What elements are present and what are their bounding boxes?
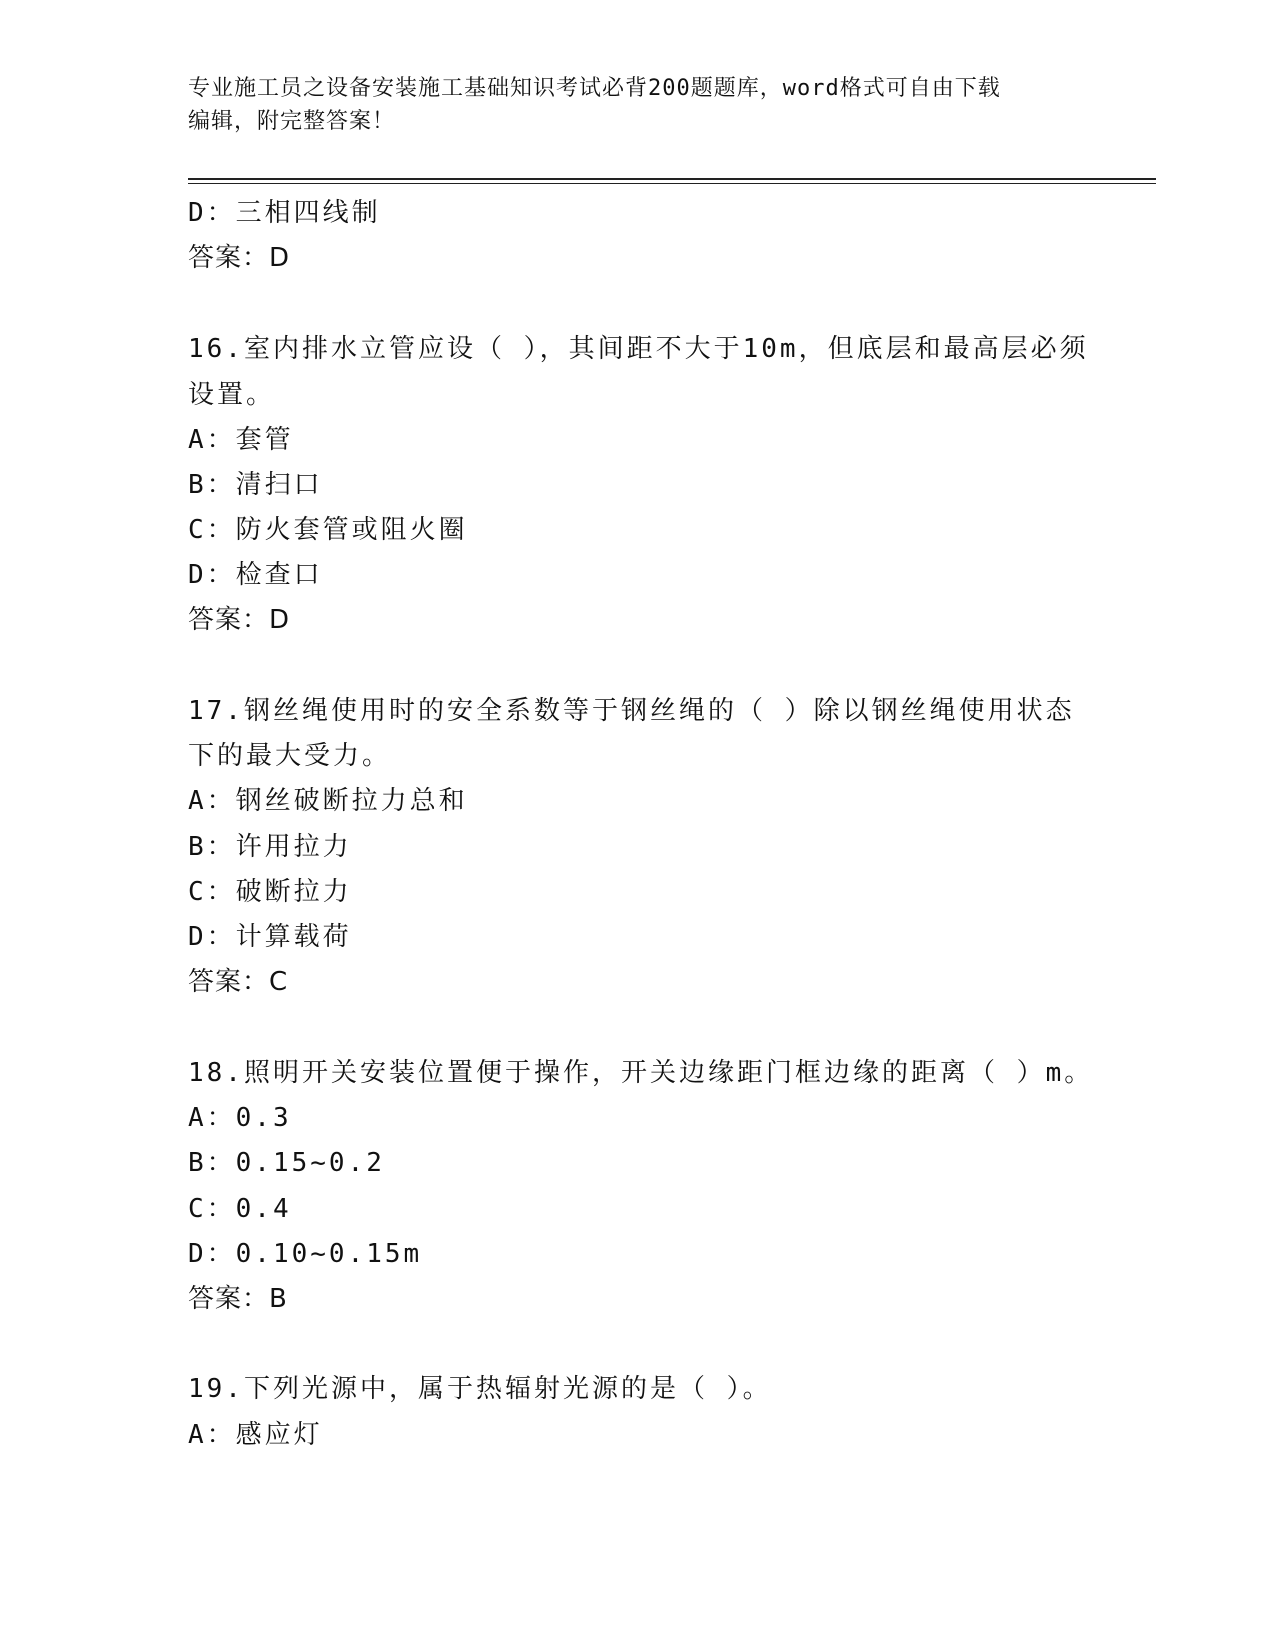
q15-answer: 答案：D bbox=[188, 243, 291, 273]
q18-answer: 答案：B bbox=[188, 1284, 288, 1314]
header-title-line-1: 专业施工员之设备安装施工基础知识考试必背200题题库，word格式可自由下载 bbox=[188, 76, 1001, 101]
q16-stem-line-2: 设置。 bbox=[188, 380, 276, 410]
q19-stem-line-1: 19.下列光源中，属于热辐射光源的是（ ）。 bbox=[188, 1374, 772, 1404]
q16-answer: 答案：D bbox=[188, 605, 291, 635]
q17-option-a: A：钢丝破断拉力总和 bbox=[188, 786, 468, 816]
q17-option-b: B：许用拉力 bbox=[188, 832, 352, 862]
q16-option-b: B：清扫口 bbox=[188, 470, 323, 500]
q19-option-a: A：感应灯 bbox=[188, 1420, 323, 1450]
q18-option-a: A：0.3 bbox=[188, 1103, 292, 1133]
q17-stem-line-1: 17.钢丝绳使用时的安全系数等于钢丝绳的（ ）除以钢丝绳使用状态 bbox=[188, 696, 1075, 726]
q17-option-c: C：破断拉力 bbox=[188, 877, 352, 907]
q16-stem-line-1: 16.室内排水立管应设（ ），其间距不大于10m，但底层和最高层必须 bbox=[188, 334, 1089, 364]
q16-option-a: A：套管 bbox=[188, 425, 294, 455]
q18-option-c: C：0.4 bbox=[188, 1194, 292, 1224]
q15-option-d: D：三相四线制 bbox=[188, 198, 381, 228]
q18-option-b: B：0.15~0.2 bbox=[188, 1148, 385, 1178]
header-divider bbox=[188, 178, 1156, 180]
q16-option-d: D：检查口 bbox=[188, 560, 323, 590]
q18-stem-line-1: 18.照明开关安装位置便于操作，开关边缘距门框边缘的距离（ ）m。 bbox=[188, 1058, 1094, 1088]
q17-stem-line-2: 下的最大受力。 bbox=[188, 741, 392, 771]
q17-option-d: D：计算载荷 bbox=[188, 922, 352, 952]
header-divider-thin bbox=[188, 183, 1156, 184]
q16-option-c: C：防火套管或阻火圈 bbox=[188, 515, 468, 545]
q17-answer: 答案：C bbox=[188, 967, 289, 997]
header-title-line-2: 编辑，附完整答案！ bbox=[188, 109, 396, 134]
document-header bbox=[188, 72, 1088, 138]
q18-option-d: D：0.10~0.15m bbox=[188, 1239, 423, 1269]
